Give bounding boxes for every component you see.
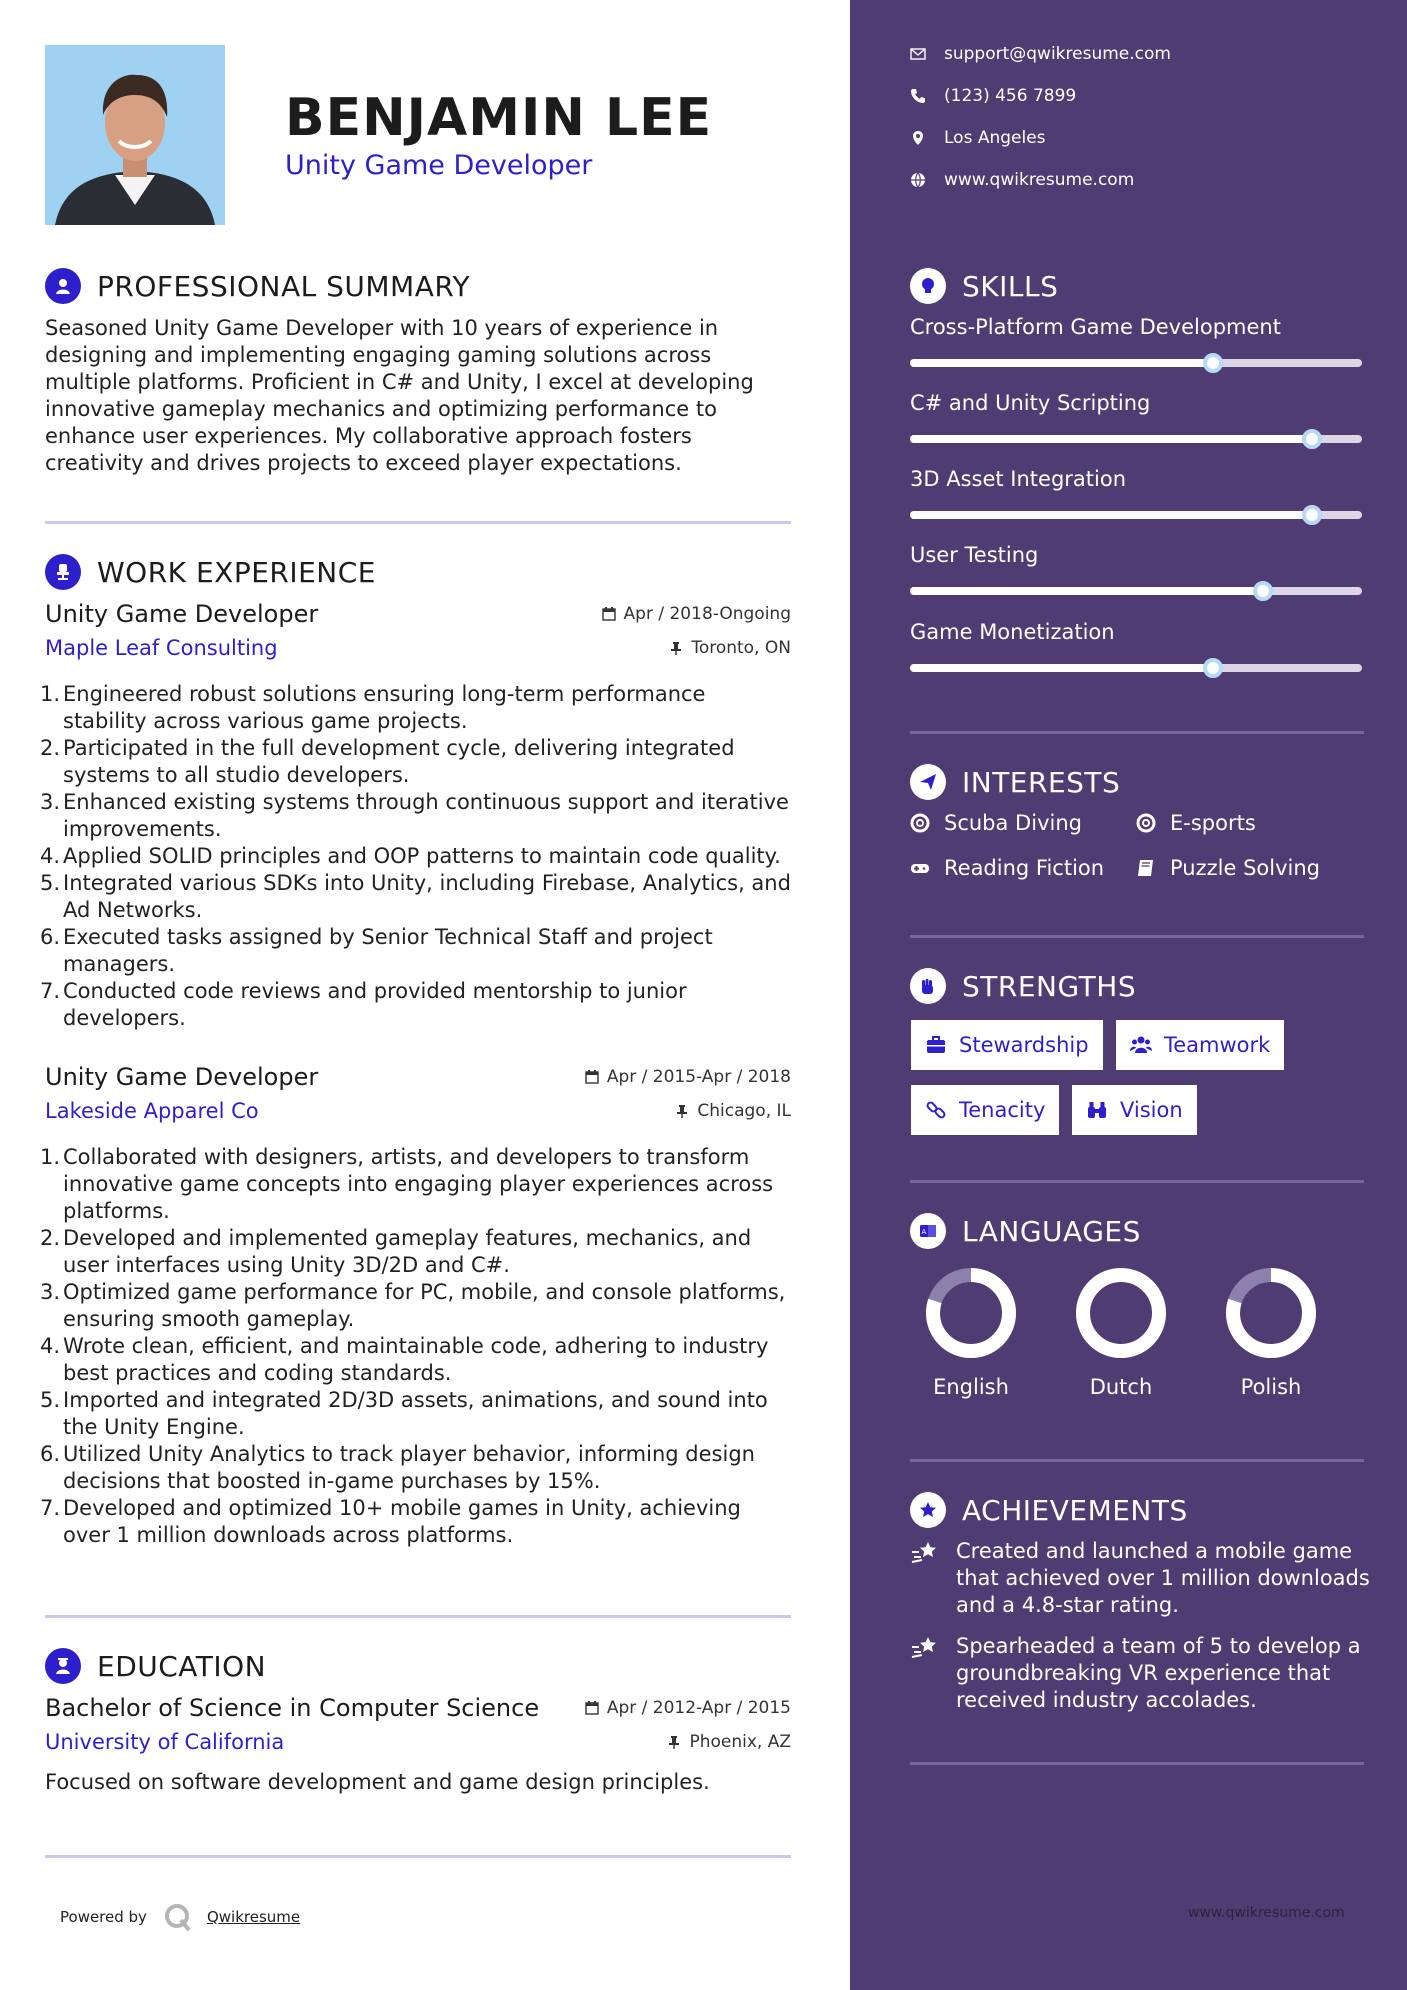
language-item [1066,1265,1176,1399]
contact-website-text: www.qwikresume.com [944,170,1135,190]
achievements-title: ACHIEVEMENTS [962,1493,1188,1527]
phone-icon [910,88,926,104]
skill-item [910,315,1364,375]
strength-chip [911,1085,1059,1135]
school: University of California [45,1730,285,1754]
interest-item [1136,811,1256,835]
divider [910,1762,1364,1765]
list-item: 6. Executed tasks assigned by Senior Technical Staff and project managers. [40,925,713,976]
binoculars-icon [1086,1099,1108,1121]
strength-label: Vision [1120,1098,1183,1122]
summary-title: PROFESSIONAL SUMMARY [97,269,471,303]
interest-item [910,811,1082,835]
interest-label: E-sports [1170,811,1256,835]
language-name: Dutch [1089,1375,1153,1399]
education-date [585,1698,791,1718]
divider [45,1855,791,1858]
list-item: 5. Integrated various SDKs into Unity, including Firebase, Analytics, and Ad Networks. [40,871,791,922]
duty-list [40,681,792,1032]
pin-icon [667,1735,681,1749]
link-icon [925,1099,947,1121]
star-badge-icon [910,1492,946,1528]
strength-chip [911,1020,1103,1070]
lifebuoy-icon [910,813,930,833]
list-item: 4. Applied SOLID principles and OOP patterns to maintain code quality. [40,844,781,868]
achievement-item [910,1633,1370,1714]
book-icon [1136,858,1156,878]
skill-name: C# and Unity Scripting [910,391,1151,415]
calendar-icon [602,607,616,621]
achievements-heading [910,1492,1188,1528]
list-item: 2. Developed and implemented gameplay features, mechanics, and user interfaces using Unity 3D/2D and C#. [40,1226,752,1277]
education-description: Focused on software development and game design principles. [45,1770,710,1794]
candidate-name: BENJAMIN LEE [285,88,713,148]
lightbulb-icon [910,268,946,304]
lifebuoy-icon [1136,813,1156,833]
fist-icon [910,968,946,1004]
contact-location-text: Los Angeles [944,128,1046,148]
divider [45,1615,791,1618]
achievement-text: Created and launched a mobile game that achieved over 1 million downloads and a 4.8-star rating. [956,1539,1370,1617]
skill-bar [910,664,1362,672]
list-item: 3. Optimized game performance for PC, mobile, and console platforms, ensuring smooth gameplay. [40,1280,786,1331]
strengths-title: STRENGTHS [962,969,1137,1003]
divider [910,1180,1364,1183]
interests-title: INTERESTS [962,765,1121,799]
contact-email[interactable] [910,44,1171,64]
job-location [675,1101,791,1121]
list-item: 5. Imported and integrated 2D/3D assets, animations, and sound into the Unity Engine. [40,1388,768,1439]
job-entry [45,600,791,670]
list-item: 1. Collaborated with designers, artists, and developers to transform innovative game concepts into engaging player experiences across platforms. [40,1145,774,1223]
interest-label: Puzzle Solving [1170,856,1320,880]
chair-icon [45,554,81,590]
list-item: 4. Wrote clean, efficient, and maintainable code, adhering to industry best practices and coding standards. [40,1334,769,1385]
job-role: Unity Game Developer [45,600,319,628]
summary-heading [45,268,470,304]
candidate-title: Unity Game Developer [285,150,593,181]
map-marker-icon [910,130,926,146]
experience-heading [45,554,376,590]
skill-knob [1203,353,1223,373]
skill-bar [910,587,1362,595]
contact-phone-text: (123) 456 7899 [944,86,1077,106]
footer-website[interactable]: www.qwikresume.com [1188,1905,1345,1921]
job-location-text: Chicago, IL [697,1101,791,1121]
achievement-item [910,1538,1370,1619]
skill-item [910,620,1364,680]
shooting-star-icon [910,1633,940,1663]
svg-text:A: A [921,1228,927,1236]
job-date [602,604,791,624]
skill-bar [910,511,1362,519]
divider [910,1459,1364,1462]
summary-text: Seasoned Unity Game Developer with 10 years of experience in designing and implementing engaging gaming solutions across multiple platforms. Proficient in C# and Unity, I excel at developing innovative gameplay mechanics and optimizing performance to enhance user experiences. My collaborative approach fosters creativity and drives projects to exceed player expectations. [45,316,754,475]
contact-location [910,128,1046,148]
language-name: Polish [1240,1375,1302,1399]
strengths-heading [910,968,1136,1004]
job-date [585,1067,791,1087]
gamepad-icon [910,858,930,878]
languages-heading [910,1213,1141,1249]
sidebar [850,0,1407,1990]
list-item: 6. Utilized Unity Analytics to track player behavior, informing design decisions that boosted in-game purchases by 15%. [40,1442,755,1493]
education-location-text: Phoenix, AZ [689,1732,791,1752]
skill-item [910,391,1364,451]
education-entry [45,1694,791,1764]
calendar-icon [585,1701,599,1715]
list-item: 7. Developed and optimized 10+ mobile games in Unity, achieving over 1 million downloads across platforms. [40,1496,741,1547]
globe-icon [910,172,926,188]
divider [45,521,791,524]
list-item: 3. Enhanced existing systems through continuous support and iterative improvements. [40,790,789,841]
skill-name: User Testing [910,543,1039,567]
calendar-icon [585,1070,599,1084]
job-company: Lakeside Apparel Co [45,1099,259,1123]
interest-item [1136,856,1320,880]
interest-label: Reading Fiction [944,856,1105,880]
interests-heading [910,764,1120,800]
strength-chip [1072,1085,1197,1135]
skill-bar [910,435,1362,443]
achievement-text: Spearheaded a team of 5 to develop a groundbreaking VR experience that received industry accolades. [956,1634,1361,1712]
contact-phone[interactable] [910,86,1076,106]
language-ring [1223,1265,1319,1361]
pin-icon [669,641,683,655]
divider [910,935,1364,938]
duty-list [40,1144,792,1549]
list-item: 1. Engineered robust solutions ensuring long-term performance stability across various game projects. [40,682,706,733]
graduate-icon [45,1648,81,1684]
powered-by [60,1902,300,1932]
interest-item [910,856,1104,880]
list-item: 7. Conducted code reviews and provided mentorship to junior developers. [40,979,687,1030]
language-ring [1073,1265,1169,1361]
language-name: English [933,1375,1009,1399]
skill-name: Cross-Platform Game Development [910,315,1281,339]
education-heading [45,1648,266,1684]
paper-plane-icon [910,764,946,800]
job-date-text: Apr / 2018-Ongoing [623,604,791,624]
job-company: Maple Leaf Consulting [45,636,278,660]
contact-email-text: support@qwikresume.com [944,44,1171,64]
skill-item [910,467,1364,527]
language-item [916,1265,1026,1399]
skill-bar [910,359,1362,367]
job-location [669,638,791,658]
degree: Bachelor of Science in Computer Science [45,1694,540,1722]
strength-chip [1116,1020,1284,1070]
profile-photo [45,45,225,225]
strength-label: Teamwork [1164,1033,1271,1057]
powered-by-label: Powered by [60,1908,147,1926]
qwikresume-link[interactable]: Qwikresume [206,1908,301,1926]
skill-knob [1302,429,1322,449]
strength-label: Tenacity [959,1098,1046,1122]
education-date-text: Apr / 2012-Apr / 2015 [606,1698,791,1718]
skills-title: SKILLS [962,269,1059,303]
user-circle-icon [45,268,81,304]
envelope-icon [910,46,926,62]
language-ring [923,1265,1019,1361]
language-icon [910,1213,946,1249]
profile-photo-image [45,45,225,225]
languages-title: LANGUAGES [962,1214,1141,1248]
pin-icon [675,1104,689,1118]
briefcase-icon [925,1034,947,1056]
skill-knob [1203,658,1223,678]
users-icon [1130,1034,1152,1056]
skill-knob [1253,581,1273,601]
job-date-text: Apr / 2015-Apr / 2018 [606,1067,791,1087]
interest-label: Scuba Diving [944,811,1082,835]
shooting-star-icon [910,1538,940,1568]
skill-knob [1302,505,1322,525]
language-item [1216,1265,1326,1399]
education-title: EDUCATION [97,1649,267,1683]
experience-title: WORK EXPERIENCE [97,555,376,589]
skill-name: Game Monetization [910,620,1115,644]
skills-heading [910,268,1058,304]
divider [910,731,1364,734]
job-location-text: Toronto, ON [691,638,791,658]
education-location [667,1732,791,1752]
contact-website[interactable] [910,170,1134,190]
skill-name: 3D Asset Integration [910,467,1126,491]
strength-label: Stewardship [959,1033,1089,1057]
job-role: Unity Game Developer [45,1063,319,1091]
job-entry [45,1063,791,1133]
qwikresume-logo-icon [163,1902,193,1932]
list-item: 2. Participated in the full development cycle, delivering integrated systems to all studio developers. [40,736,735,787]
skill-item [910,543,1364,603]
